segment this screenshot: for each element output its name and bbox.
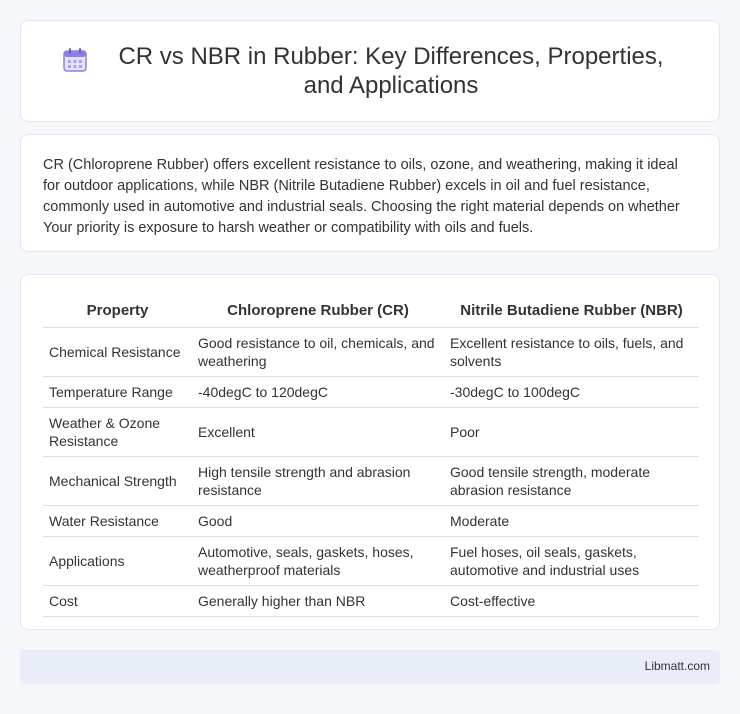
- row-nbr-value: Poor: [444, 407, 699, 456]
- row-cr-value: Generally higher than NBR: [192, 585, 444, 616]
- table-row: [43, 407, 699, 456]
- table-row: [43, 456, 699, 505]
- title-card: [20, 20, 720, 122]
- comparison-card: [20, 274, 720, 630]
- row-nbr-value: Moderate: [444, 505, 699, 536]
- header-cr: Chloroprene Rubber (CR): [192, 295, 444, 327]
- row-cr-value: Good resistance to oil, chemicals, and weathering: [192, 327, 444, 376]
- table-row: [43, 505, 699, 536]
- row-cr-value: Excellent: [192, 407, 444, 456]
- row-nbr-value: -30degC to 100degC: [444, 376, 699, 407]
- table-row: [43, 327, 699, 376]
- table-header-row: [43, 295, 699, 327]
- row-property: Water Resistance: [43, 505, 192, 536]
- intro-text: CR (Chloroprene Rubber) offers excellent resistance to oils, ozone, and weathering, making it ideal for outdoor applications, while NBR (Nitrile Butadiene Rubber) excels in oil and fuel resistance, commonly used in automotive and industrial seals. Choosing the right material depends on whether Your priority is exposure to harsh weather or compatibility with oils and fuels.: [43, 157, 680, 236]
- table-row: [43, 376, 699, 407]
- table-row: [43, 585, 699, 616]
- row-property: Applications: [43, 536, 192, 585]
- intro-card: [20, 134, 720, 252]
- row-property: Chemical Resistance: [43, 327, 192, 376]
- header-property: Property: [43, 295, 192, 327]
- row-cr-value: Good: [192, 505, 444, 536]
- row-cr-value: Automotive, seals, gaskets, hoses, weatherproof materials: [192, 536, 444, 585]
- page-title: CR vs NBR in Rubber: Key Differences, Properties, and Applications: [118, 43, 664, 99]
- calendar-icon: [61, 46, 89, 74]
- row-property: Temperature Range: [43, 376, 192, 407]
- row-nbr-value: Fuel hoses, oil seals, gaskets, automotive and industrial uses: [444, 536, 699, 585]
- comparison-table: [43, 295, 699, 617]
- row-property: Weather & Ozone Resistance: [43, 407, 192, 456]
- footer: [20, 650, 720, 684]
- header-nbr: Nitrile Butadiene Rubber (NBR): [444, 295, 699, 327]
- row-cr-value: High tensile strength and abrasion resistance: [192, 456, 444, 505]
- row-property: Cost: [43, 585, 192, 616]
- row-cr-value: -40degC to 120degC: [192, 376, 444, 407]
- footer-site-link[interactable]: Libmatt.com: [644, 659, 710, 673]
- title-wrap: [21, 42, 719, 100]
- row-nbr-value: Cost-effective: [444, 585, 699, 616]
- row-property: Mechanical Strength: [43, 456, 192, 505]
- row-nbr-value: Excellent resistance to oils, fuels, and solvents: [444, 327, 699, 376]
- table-row: [43, 536, 699, 585]
- row-nbr-value: Good tensile strength, moderate abrasion resistance: [444, 456, 699, 505]
